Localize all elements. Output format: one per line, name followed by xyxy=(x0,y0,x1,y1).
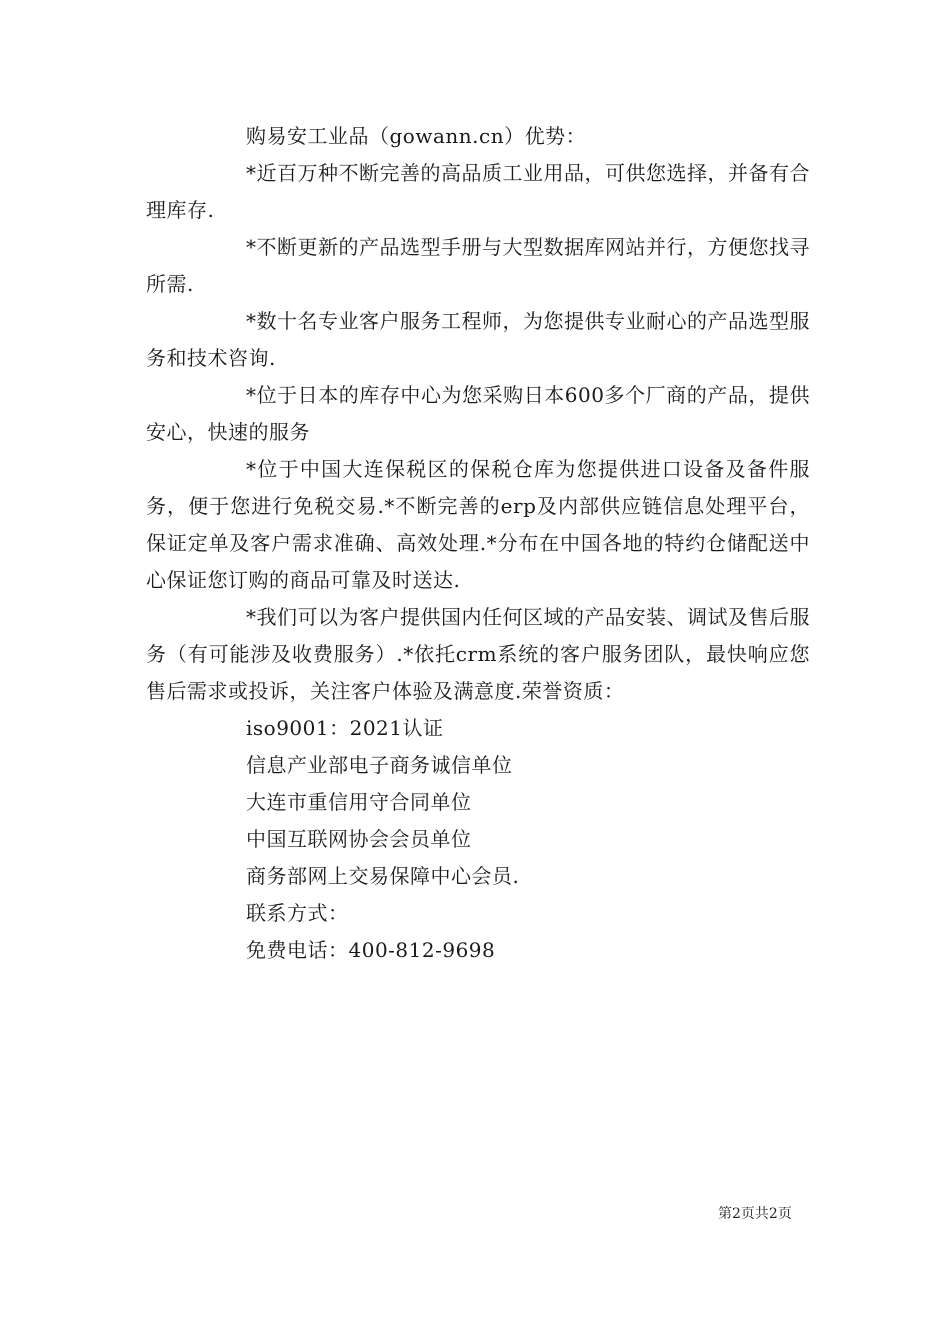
document-body xyxy=(146,118,810,969)
contact-label: 联系方式： xyxy=(246,901,349,925)
phone-number: 免费电话：400-812-9698 xyxy=(246,938,496,962)
honor-item-4: 中国互联网协会会员单位 xyxy=(246,827,472,851)
honor-item-1: iso9001：2021认证 xyxy=(246,716,444,740)
honor-item-5: 商务部网上交易保障中心会员. xyxy=(246,864,520,888)
document-heading: 购易安工业品（gowann.cn）优势： xyxy=(246,124,587,148)
paragraph-2: *不断更新的产品选型手册与大型数据库网站并行，方便您找寻所需. xyxy=(146,235,810,296)
paragraph-6: *我们可以为客户提供国内任何区域的产品安装、调试及售后服务（有可能涉及收费服务）.*依托crm系统的客户服务团队，最快响应您售后需求或投诉，关注客户体验及满意度.荣誉资质： xyxy=(146,605,810,703)
paragraph-4: *位于日本的库存中心为您采购日本600多个厂商的产品，提供安心，快速的服务 xyxy=(146,383,810,444)
paragraph-1: *近百万种不断完善的高品质工业用品，可供您选择，并备有合理库存. xyxy=(146,161,810,222)
honor-item-3: 大连市重信用守合同单位 xyxy=(246,790,472,814)
honor-item-2: 信息产业部电子商务诚信单位 xyxy=(246,753,513,777)
page-number: 第2页共2页 xyxy=(718,1206,792,1222)
paragraph-3: *数十名专业客户服务工程师，为您提供专业耐心的产品选型服务和技术咨询. xyxy=(146,309,810,370)
paragraph-5: *位于中国大连保税区的保税仓库为您提供进口设备及备件服务，便于您进行免税交易.*不断完善的erp及内部供应链信息处理平台，保证定单及客户需求准确、高效处理.*分布在中国各地的特约仓储配送中心保证您订购的商品可靠及时送达. xyxy=(146,457,810,592)
